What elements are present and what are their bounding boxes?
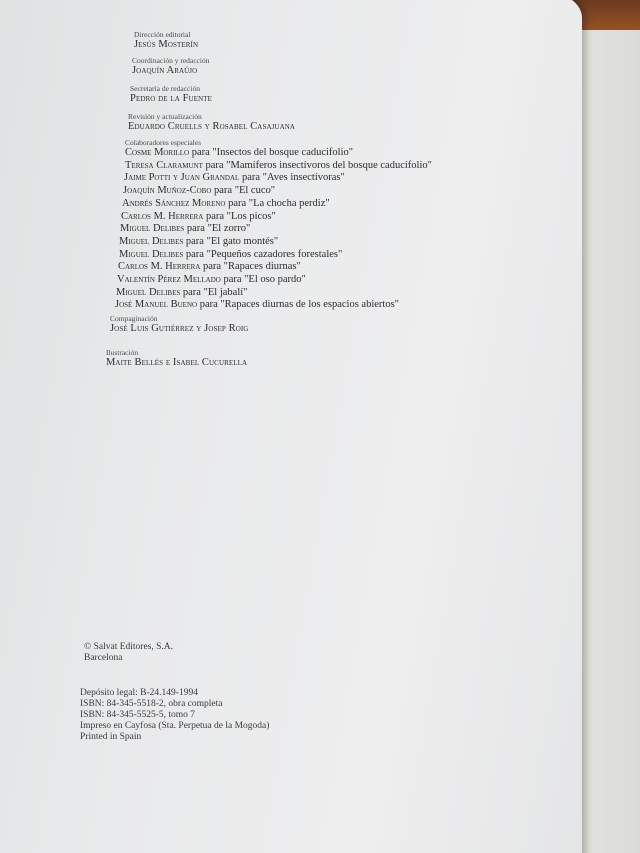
collaborator-section: para "El jabalí" [180,286,248,298]
imprint-legal [80,688,269,743]
collaborator-section: para "Pequeños cazadores forestales" [183,248,343,260]
collaborator-line [122,198,432,211]
collaborator-name: Joaquín Muñoz-Cobo [123,185,212,197]
collaborator-section: para "Los picos" [203,210,276,222]
printed-line: Printed in Spain [80,732,142,742]
collaborator-name: Miguel Delibes [120,223,185,235]
deposito-legal-line: Depósito legal: B-24.149-1994 [80,688,198,698]
credit-label: Ilustración [106,348,139,357]
collaborator-section: para "El gato montés" [183,235,279,247]
collaborator-name: Carlos M. Herrera [118,261,201,273]
credit-label: Revisión y actualización [128,112,202,121]
collaborator-line [125,147,432,160]
credit-revision [128,112,295,133]
collaborator-name: Miguel Delibes [119,235,184,247]
credit-coordinacion [132,56,209,77]
collaborator-section: para "Mamíferos insectívoros del bosque caducifolio" [202,159,432,171]
credit-name: Eduardo Cruells y Rosabel Casajuana [128,121,296,132]
collaborator-line [119,249,432,262]
collaborator-line [119,236,432,249]
collaborator-name: Jaime Potti y Juan Grandal [124,172,240,184]
copyright-line: © Salvat Editores, S.A. [84,642,174,652]
collaborator-section: para "Rapaces diurnas" [200,261,301,273]
isbn-tomo-line: ISBN: 84-345-5525-5, tomo 7 [80,710,196,720]
credit-label: Colaboradores especiales [125,138,202,147]
collaborator-line [124,172,432,185]
collaborator-line [116,287,432,300]
credit-label: Secretaría de redacción [130,84,200,93]
collaborator-section: para "El cuco" [211,185,276,197]
collaborator-line [120,223,432,236]
collaborator-name: Carlos M. Herrera [121,210,204,222]
collaborator-name: Cosme Morillo [125,147,190,158]
collaborator-section: para "El oso pardo" [220,274,306,286]
collaborator-name: Miguel Delibes [116,286,181,298]
collaborator-name: Andrés Sánchez Moreno [122,197,226,209]
credit-secretaria [130,84,212,105]
collaborator-name: Miguel Delibes [119,248,184,260]
collaborator-section: para "Rapaces diurnas de los espacios abiertos" [197,299,399,311]
isbn-obra-line: ISBN: 84-345-5518-2, obra completa [80,699,223,709]
collaborator-line [118,261,432,274]
collaborator-name: José Manuel Bueno [115,299,198,311]
credit-direccion [134,30,198,51]
credit-label: Coordinación y redacción [132,56,210,65]
credit-colaboradores [115,138,432,312]
collaborators-list [115,147,432,312]
city-line: Barcelona [84,653,123,663]
collaborator-section: para "Aves insectívoras" [239,172,345,184]
credit-label: Dirección editorial [134,30,191,39]
credit-ilustracion [106,348,247,369]
impreso-line: Impreso en Cayfosa (Sta. Perpetua de la Mogoda) [80,721,270,731]
collaborator-line [115,299,432,312]
credit-name: José Luis Gutiérrez y Josep Roig [110,323,249,334]
credit-name: Maite Bellés e Isabel Cucurella [106,357,248,368]
credit-label: Compaginación [110,314,158,323]
collaborator-section: para "El zorro" [184,223,251,235]
collaborator-name: Valentín Pérez Mellado [117,274,221,286]
collaborator-line [123,185,432,198]
collaborator-name: Teresa Claramunt [125,159,203,171]
credit-name: Pedro de la Fuente [130,93,213,104]
credit-name: Jesús Mosterín [134,39,199,50]
credit-compaginacion [110,314,248,335]
collaborator-line [117,274,432,287]
collaborator-section: para "Insectos del bosque caducifolio" [189,147,354,158]
collaborator-line [121,211,432,224]
credit-name: Joaquín Araújo [132,65,198,76]
imprint-publisher [84,642,173,664]
collaborator-line [125,160,432,173]
collaborator-section: para "La chocha perdiz" [225,197,330,209]
